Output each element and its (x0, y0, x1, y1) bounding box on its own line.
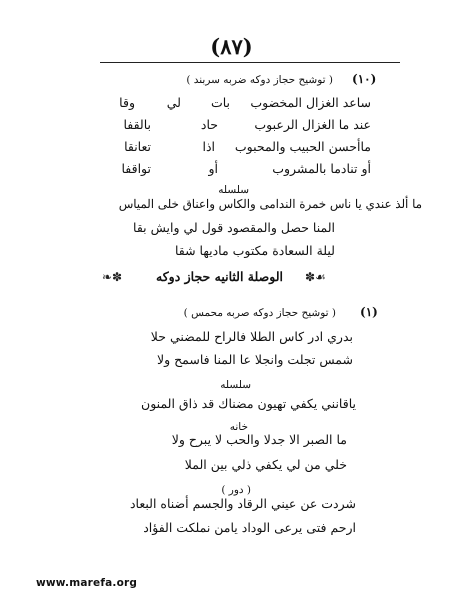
section1-verse1-c: لي (166, 95, 181, 110)
section1-verse4-a: أو تنادما بالمشروب (272, 161, 371, 176)
section2-number: (١) (360, 305, 378, 319)
section1-verse4-b: أو (208, 161, 218, 176)
section2-silsila-verse: ياقانني يكفي تهيون مضناك قد ذاق المنون (141, 396, 356, 411)
section1-silsila-label: سلسله (218, 184, 249, 196)
section2-dawr-verse2: ارحم فتى يرعى الوداد يامن نملكت الفؤاد (143, 520, 356, 535)
section1-silsila-verse: ما ألذ عندي يا ناس خمرة الندامى والكاس واعناق خلى المياس (118, 197, 422, 211)
section1-verse3-c: تعانقا (124, 139, 151, 154)
section1-verse2-c: بالقفا (123, 117, 151, 132)
section2-dawr-label: ( دور ) (221, 484, 251, 496)
header-rule (100, 62, 400, 63)
section1-verse1-a: ساعد الغزال المخضوب (250, 95, 371, 110)
section2-khana-label: خانه (229, 421, 248, 433)
section2-verse1: بدري ادر كاس الطلا فالراح للمضني حلا (150, 329, 353, 344)
section2-khana-verse2: خلي من لي يكفي ذلي بين الملا (184, 457, 347, 472)
section1-heading: ( توشيح حجاز دوكه ضربه سربند ) (186, 74, 333, 86)
footer-url: www.marefa.org (36, 577, 138, 589)
section1-verse3-b: اذا (202, 139, 215, 154)
section2-silsila-label: سلسله (220, 379, 251, 391)
section2-verse2: شمس تجلت وانجلا عا المنا فاسمح ولا (156, 352, 353, 367)
section1-verse1-b: بات (210, 95, 230, 110)
section2-dawr-verse1: شردت عن عيني الرقاد والجسم أضناه البعاد (129, 496, 356, 511)
section1-number: (١٠) (352, 72, 377, 86)
left-ornament-icon: ❧✽ (102, 270, 123, 284)
section1-verse3-a: ماأحسن الحبيب والمحبوب (234, 139, 371, 154)
section1-after-verse2: ليلة السعادة مكتوب ماديها شقا (174, 243, 335, 258)
section1-verse1-d: وقا (119, 95, 135, 110)
section1-verse4-c: تواقفا (121, 161, 151, 176)
section1-verse2-b: حاد (200, 117, 218, 132)
section2-heading: ( توشيح حجاز دوكه صربه محمس ) (183, 307, 336, 319)
section1-after-verse1: المنا حصل والمقصود قول لي وايش بقا (133, 220, 335, 235)
section1-verse2-a: عند ما الغزال الرعبوب (254, 117, 371, 132)
page-number: (٨٧) (210, 34, 253, 59)
section2-khana-verse1: ما الصبر الا جدلا والحب لا يبرح ولا (171, 432, 347, 447)
wasla-title: الوصلة الثانيه حجاز دوكه (156, 269, 283, 284)
right-ornament-icon: ✽☙ (305, 270, 326, 284)
